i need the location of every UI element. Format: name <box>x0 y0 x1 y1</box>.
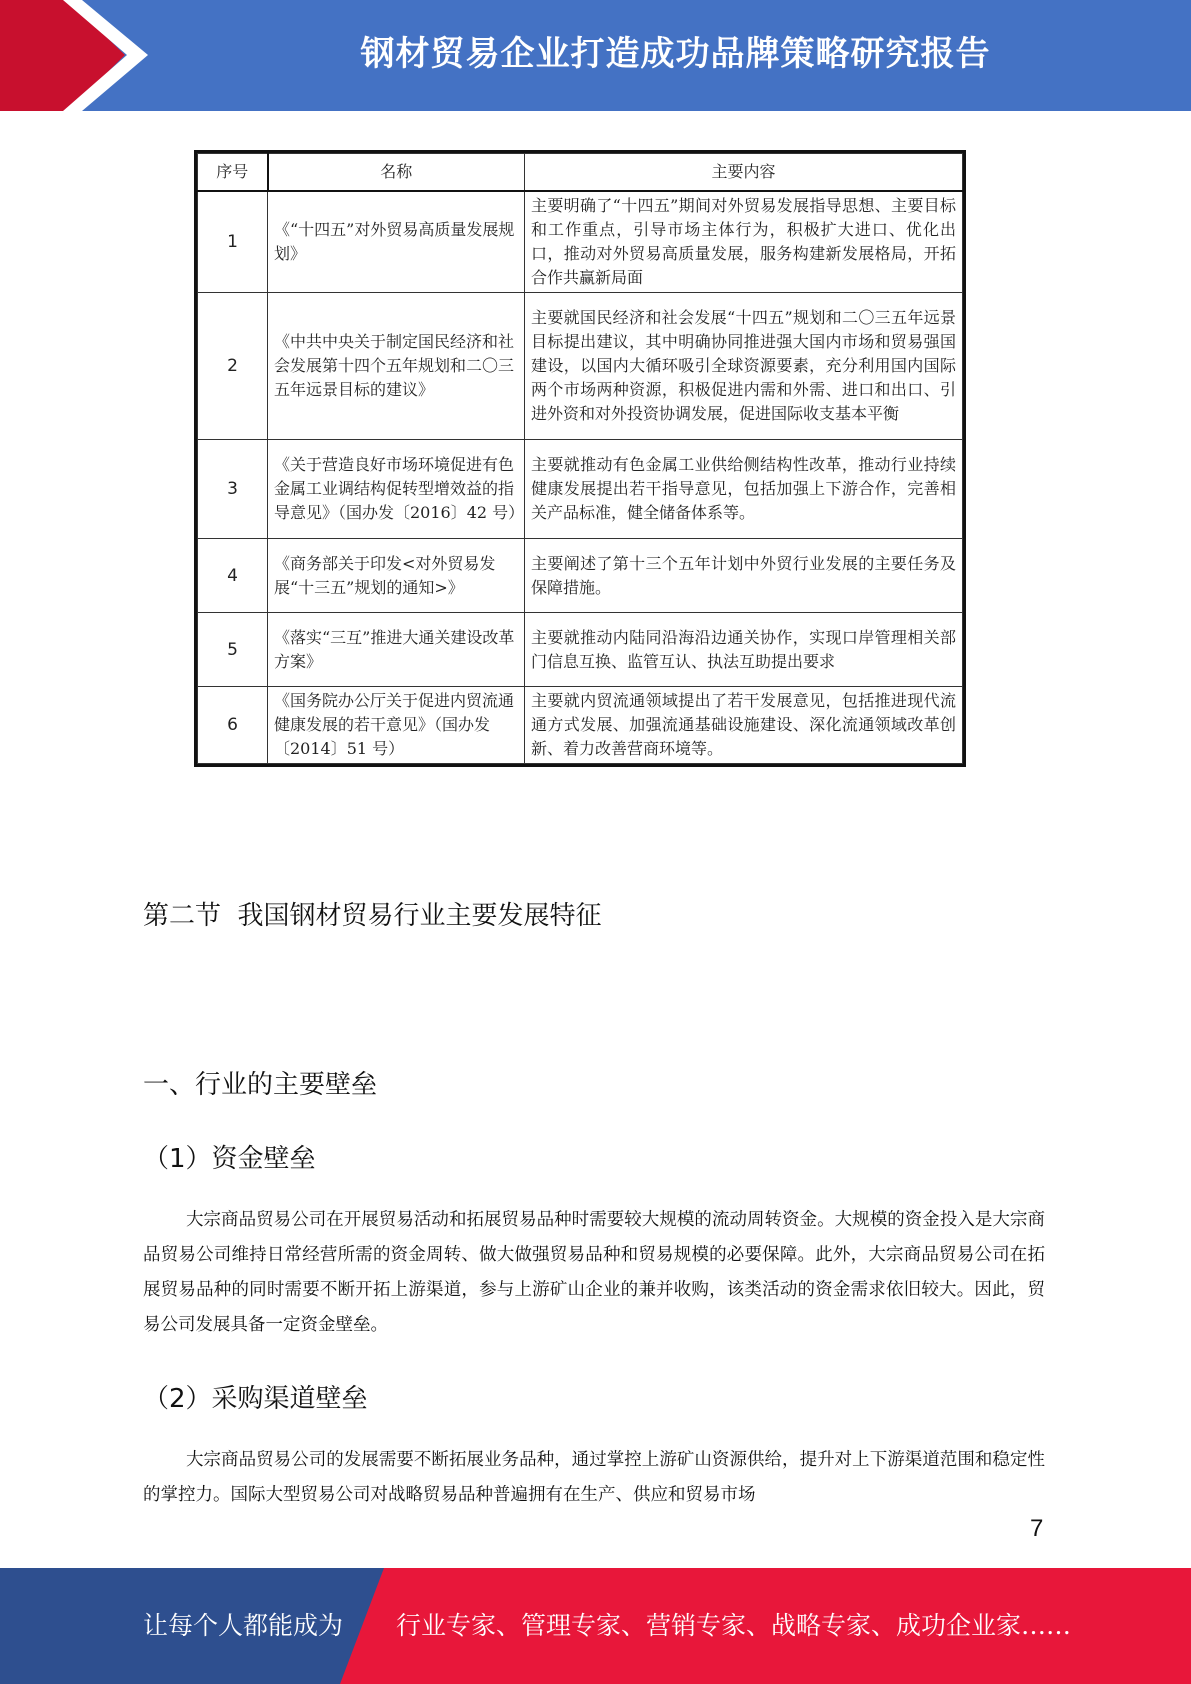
row-number: 2 <box>198 293 268 440</box>
section-title: 第二节 我国钢材贸易行业主要发展特征 <box>143 901 602 931</box>
table-row <box>198 539 963 613</box>
policy-content: 主要明确了“十四五”期间对外贸易发展指导思想、主要目标和工作重点，引导市场主体行为，积极扩大进口、优化出口，推动对外贸易高质量发展，服务构建新发展格局，开拓合作共赢新局面 <box>525 191 963 293</box>
row-number: 4 <box>198 539 268 613</box>
table-row <box>198 687 963 764</box>
paragraph-capital-barrier: 大宗商品贸易公司在开展贸易活动和拓展贸易品种时需要较大规模的流动周转资金。大规模的资金投入是大宗商品贸易公司维持日常经营所需的资金周转、做大做强贸易品种和贸易规模的必要保障。此外，大宗商品贸易公司在拓展贸易品种的同时需要不断开拓上游渠道，参与上游矿山企业的兼并收购，该类活动的资金需求依旧较大。因此，贸易公司发展具备一定资金壁垒。 <box>143 1210 1045 1335</box>
row-number: 6 <box>198 687 268 764</box>
report-title: 钢材贸易企业打造成功品牌策略研究报告 <box>360 34 991 74</box>
row-number: 5 <box>198 613 268 687</box>
policy-name: 《中共中央关于制定国民经济和社会发展第十四个五年规划和二〇三五年远景目标的建议》 <box>268 293 525 440</box>
page-footer <box>0 1568 1191 1684</box>
header-cell-number: 序号 <box>198 154 268 192</box>
table-row <box>198 440 963 539</box>
policy-name: 《商务部关于印发<对外贸易发展“十三五”规划的通知>》 <box>268 539 525 613</box>
policy-name: 《落实“三互”推进大通关建设改革方案》 <box>268 613 525 687</box>
header-cell-name: 名称 <box>268 154 525 192</box>
page-header <box>0 0 1191 111</box>
footer-slogan-left: 让每个人都能成为 <box>143 1611 344 1640</box>
table-row <box>198 191 963 293</box>
policy-content: 主要就内贸流通领域提出了若干发展意见，包括推进现代流通方式发展、加强流通基础设施建设、深化流通领域改革创新、着力改善营商环境等。 <box>525 687 963 764</box>
subheading-procurement-barrier: （2）采购渠道壁垒 <box>143 1384 368 1414</box>
row-number: 3 <box>198 440 268 539</box>
heading-industry-barriers: 一、行业的主要壁垒 <box>143 1070 378 1100</box>
header-cell-content: 主要内容 <box>525 154 963 192</box>
row-number: 1 <box>198 191 268 293</box>
paragraph-procurement-barrier: 大宗商品贸易公司的发展需要不断拓展业务品种，通过掌控上游矿山资源供给，提升对上下游渠道范围和稳定性的掌控力。国际大型贸易公司对战略贸易品种普遍拥有在生产、供应和贸易市场 <box>143 1450 1045 1505</box>
page-number: 7 <box>1030 1515 1044 1542</box>
policy-name: 《国务院办公厅关于促进内贸流通健康发展的若干意见》（国办发〔2014〕51 号） <box>268 687 525 764</box>
policy-name: 《关于营造良好市场环境促进有色金属工业调结构促转型增效益的指导意见》（国办发〔2016〕42 号） <box>268 440 525 539</box>
policy-content: 主要就推动内陆同沿海沿边通关协作，实现口岸管理相关部门信息互换、监管互认、执法互助提出要求 <box>525 613 963 687</box>
footer-slogan-right: 行业专家、管理专家、营销专家、战略专家、成功企业家…… <box>396 1611 1072 1640</box>
policy-name: 《“十四五”对外贸易高质量发展规划》 <box>268 191 525 293</box>
policy-content: 主要阐述了第十三个五年计划中外贸行业发展的主要任务及保障措施。 <box>525 539 963 613</box>
policy-content: 主要就国民经济和社会发展“十四五”规划和二〇三五年远景目标提出建议，其中明确协同推进强大国内市场和贸易强国建设，以国内大循环吸引全球资源要素，充分利用国内国际两个市场两种资源，积极促进内需和外需、进口和出口、引进外资和对外投资协调发展，促进国际收支基本平衡 <box>525 293 963 440</box>
policy-content: 主要就推动有色金属工业供给侧结构性改革，推动行业持续健康发展提出若干指导意见，包括加强上下游合作，完善相关产品标准，健全储备体系等。 <box>525 440 963 539</box>
table-row <box>198 293 963 440</box>
table-row <box>198 613 963 687</box>
table-header-row <box>198 154 963 192</box>
subheading-capital-barrier: （1）资金壁垒 <box>143 1144 316 1174</box>
policy-table <box>194 150 966 767</box>
